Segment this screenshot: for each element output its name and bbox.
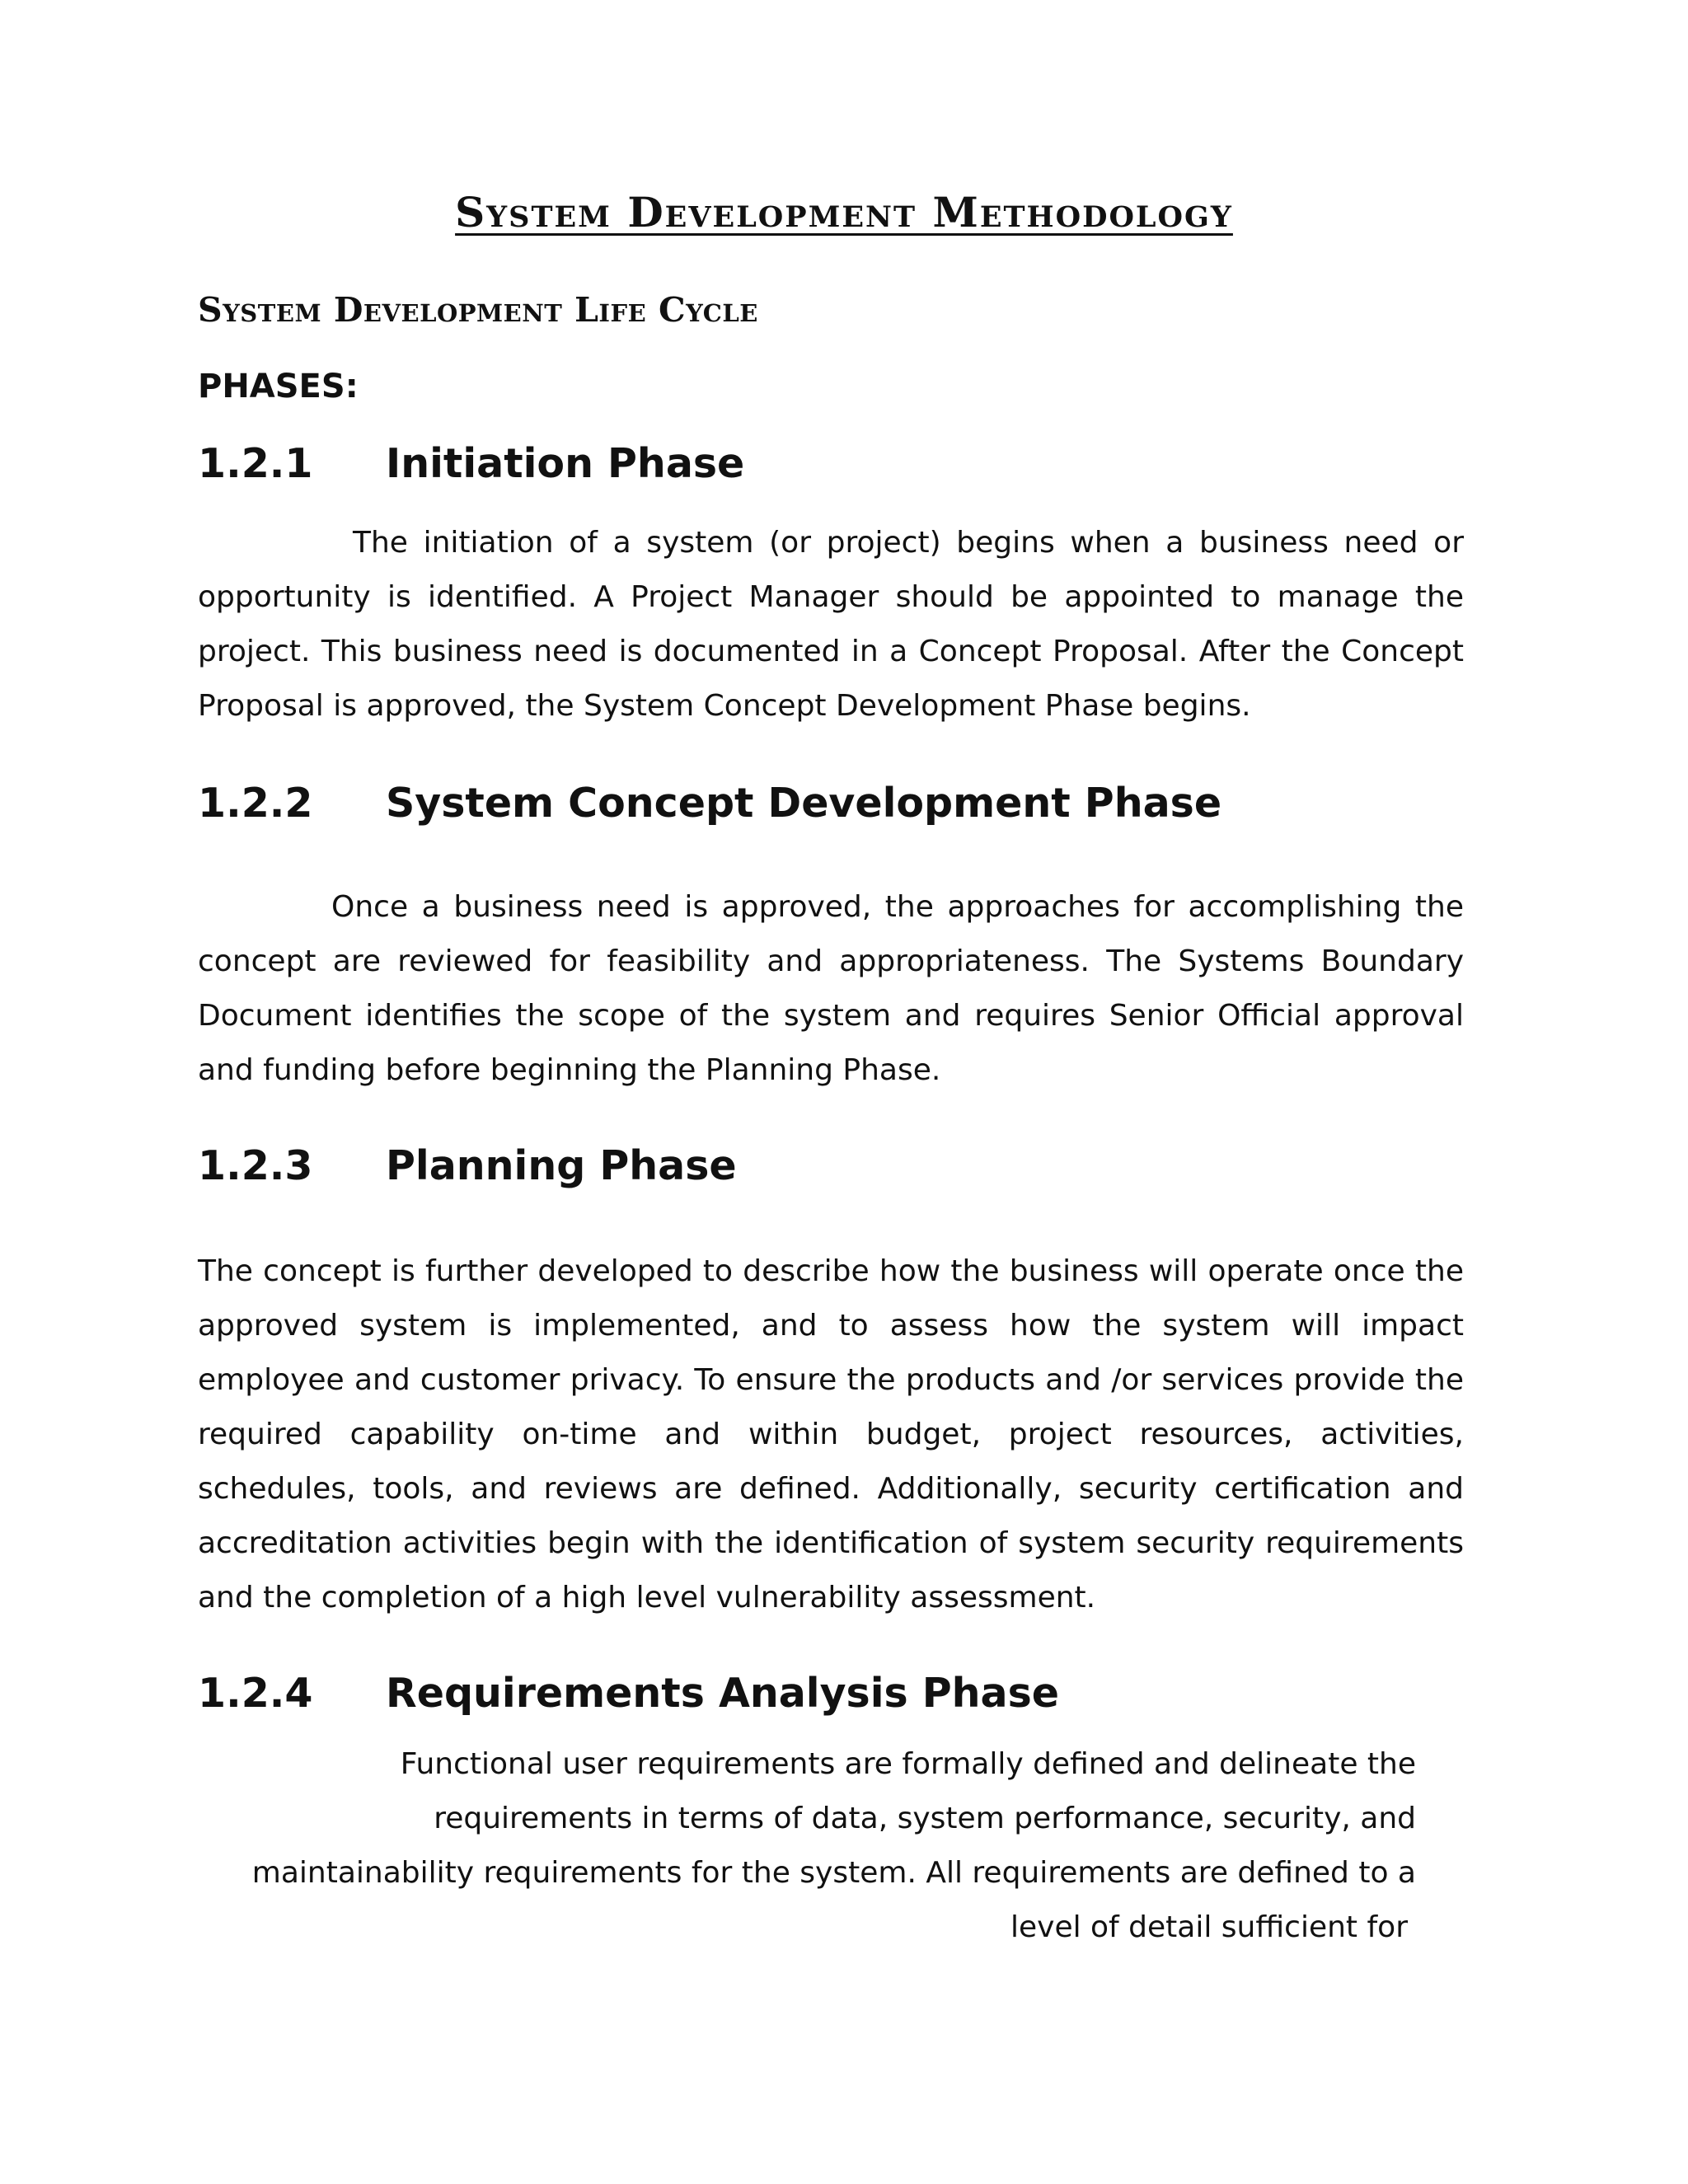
body-line: requirements in terms of data, system performance, security, and xyxy=(434,1802,1416,1835)
section-heading-concept-development xyxy=(198,780,1221,827)
section-heading-planning xyxy=(198,1142,737,1189)
section-heading-requirements-analysis xyxy=(198,1670,1059,1717)
section-title: System Concept Development Phase xyxy=(386,780,1222,827)
section-body-initiation: The initiation of a system (or project) begins when a business need or opportunity is identified. A Project Manager should be appointed to manage the project. This business need is documented in a Concept Proposal. After the Concept Proposal is approved, the System Concept Development Phase begins. xyxy=(198,526,1464,723)
section-title: Planning Phase xyxy=(386,1142,737,1189)
section-title: Requirements Analysis Phase xyxy=(386,1670,1059,1717)
section-number: 1.2.1 xyxy=(198,440,313,487)
section-body-concept-development: Once a business need is approved, the approaches for accomplishing the concept are reviewed for feasibility and appropriateness. The Systems Boundary Document identifies the scope of the system and requires Senior Official approval and funding before beginning the Planning Phase. xyxy=(198,890,1464,1087)
section-body-planning: The concept is further developed to describe how the business will operate once the approved system is implemented, and to assess how the system will impact employee and customer privacy. To ensure the products and /or services provide the required capability on-time and within budget, project resources, activities, schedules, tools, and reviews are defined. Additionally, security certification and accreditation activities begin with the identification of system security requirements and the completion of a high level vulnerability assessment. xyxy=(198,1254,1464,1615)
body-line: Functional user requirements are formally defined and delineate the xyxy=(400,1747,1416,1781)
body-line: level of detail sufficient for xyxy=(1010,1910,1408,1944)
section-number: 1.2.3 xyxy=(198,1142,313,1189)
section-heading-initiation xyxy=(198,440,744,487)
phases-label: PHASES: xyxy=(198,368,359,405)
document-subtitle: System Development Life Cycle xyxy=(198,290,758,330)
body-line: maintainability requirements for the system. All requirements are defined to a xyxy=(251,1856,1416,1890)
section-body-requirements-analysis xyxy=(239,1737,1416,1955)
section-number: 1.2.4 xyxy=(198,1670,313,1717)
section-title: Initiation Phase xyxy=(386,440,745,487)
document-title: System Development Methodology xyxy=(455,188,1233,237)
section-number: 1.2.2 xyxy=(198,780,313,827)
